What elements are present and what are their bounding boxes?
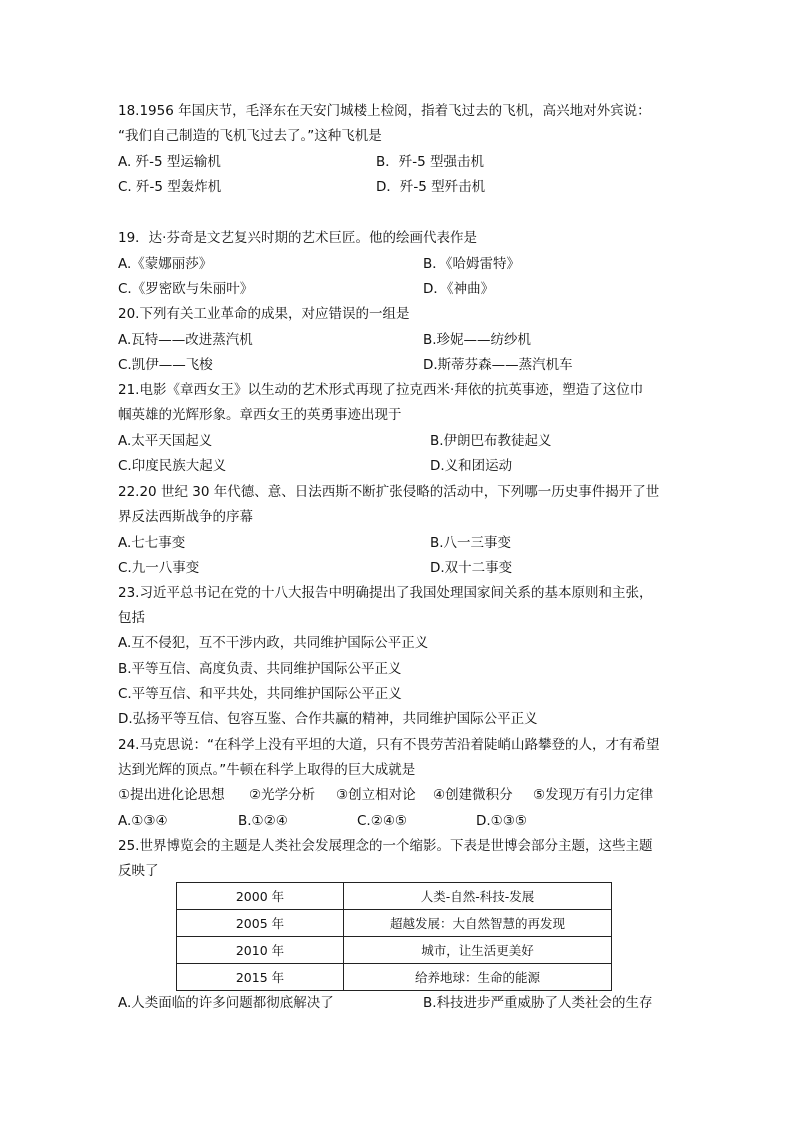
table-cell-theme: 城市，让生活更美好 <box>344 937 612 964</box>
q21-option-d[interactable]: D.义和团运动 <box>430 458 513 474</box>
q21-stem-line2: 帼英雄的光辉形象。章西女王的英勇事迹出现于 <box>118 407 402 423</box>
q23-option-a[interactable]: A.互不侵犯，互不干涉内政，共同维护国际公平正义 <box>118 635 429 651</box>
q24-options-row <box>118 812 678 830</box>
q18-option-c[interactable]: C. 歼-5 型轰炸机 <box>118 179 222 195</box>
q24-item-1: ①提出进化论思想 <box>118 787 225 803</box>
q18-stem-line1: 18.1956 年国庆节，毛泽东在天安门城楼上检阅，指着飞过去的飞机，高兴地对外宾说： <box>118 103 651 119</box>
q24-option-b[interactable]: B.①②④ <box>238 813 288 829</box>
q24-item-2: ②光学分析 <box>249 787 316 803</box>
table-cell-theme: 人类-自然-科技-发展 <box>344 883 612 910</box>
q20-stem-line1: 20.下列有关工业革命的成果，对应错误的一组是 <box>118 306 410 322</box>
q22-option-d[interactable]: D.双十二事变 <box>430 560 513 576</box>
table-row <box>177 937 612 964</box>
q19-option-c[interactable]: C.《罗密欧与朱丽叶》 <box>118 281 254 297</box>
q21-option-c[interactable]: C.印度民族大起义 <box>118 458 227 474</box>
q24-stem-line2: 达到光辉的顶点。”牛顿在科学上取得的巨大成就是 <box>118 762 416 778</box>
q19-options-row2 <box>118 280 678 298</box>
q25-option-b[interactable]: B.科技进步严重威胁了人类社会的生存 <box>423 995 653 1011</box>
expo-theme-table <box>176 882 612 991</box>
q23-stem-line1: 23.习近平总书记在党的十八大报告中明确提出了我国处理国家间关系的基本原则和主张， <box>118 585 653 601</box>
q20-option-a[interactable]: A.瓦特——改进蒸汽机 <box>118 332 253 348</box>
q22-options-row2 <box>118 559 678 577</box>
table-cell-year: 2005 年 <box>177 910 344 937</box>
q22-stem-line2: 界反法西斯战争的序幕 <box>118 509 253 525</box>
q24-item-3: ③创立相对论 <box>336 787 416 803</box>
q25-stem-line2: 反映了 <box>118 863 159 879</box>
q20-option-c[interactable]: C.凯伊——飞梭 <box>118 357 213 373</box>
table-row <box>177 910 612 937</box>
table-cell-year: 2000 年 <box>177 883 344 910</box>
q24-items-row <box>118 786 678 804</box>
q23-stem-line2: 包括 <box>118 610 145 626</box>
q25-stem-line1: 25.世界博览会的主题是人类社会发展理念的一个缩影。下表是世博会部分主题，这些主题 <box>118 838 653 854</box>
table-row <box>177 964 612 991</box>
q22-option-c[interactable]: C.九一八事变 <box>118 560 200 576</box>
q19-stem-line1: 19．达·芬奇是文艺复兴时期的艺术巨匠。他的绘画代表作是 <box>118 230 477 246</box>
q21-option-b[interactable]: B.伊朗巴布教徒起义 <box>430 433 552 449</box>
q25-options-row1 <box>118 994 678 1012</box>
q22-option-a[interactable]: A.七七事变 <box>118 535 186 551</box>
q23-option-d[interactable]: D.弘扬平等互信、包容互鉴、合作共赢的精神，共同维护国际公平正义 <box>118 711 538 727</box>
q23-option-b[interactable]: B.平等互信、高度负责、共同维护国际公平正义 <box>118 661 402 677</box>
q24-option-d[interactable]: D.①③⑤ <box>476 813 527 829</box>
q20-option-d[interactable]: D.斯蒂芬森——蒸汽机车 <box>423 357 573 373</box>
table-cell-year: 2015 年 <box>177 964 344 991</box>
q23-option-c[interactable]: C.平等互信、和平共处，共同维护国际公平正义 <box>118 686 402 702</box>
table-cell-theme: 给养地球：生命的能源 <box>344 964 612 991</box>
q18-option-d[interactable]: D．歼-5 型歼击机 <box>376 179 486 195</box>
q24-option-a[interactable]: A.①③④ <box>118 813 168 829</box>
q24-item-4: ④创建微积分 <box>433 787 513 803</box>
q24-item-5: ⑤发现万有引力定律 <box>533 787 654 803</box>
q21-options-row1 <box>118 432 678 450</box>
q20-options-row2 <box>118 356 678 374</box>
q22-options-row1 <box>118 534 678 552</box>
q21-options-row2 <box>118 457 678 475</box>
q22-option-b[interactable]: B.八一三事变 <box>430 535 512 551</box>
table-cell-theme: 超越发展：大自然智慧的再发现 <box>344 910 612 937</box>
q21-stem-line1: 21.电影《章西女王》以生动的艺术形式再现了拉克西米·拜依的抗英事迹，塑造了这位巾 <box>118 382 644 398</box>
q25-option-a[interactable]: A.人类面临的许多问题都彻底解决了 <box>118 995 334 1011</box>
q20-option-b[interactable]: B.珍妮——纺纱机 <box>423 332 532 348</box>
q18-options-row1 <box>118 153 678 171</box>
q18-option-b[interactable]: B．歼-5 型强击机 <box>376 154 485 170</box>
table-row <box>177 883 612 910</box>
q18-stem-line2: “我们自己制造的飞机飞过去了。”这种飞机是 <box>118 128 382 144</box>
q22-stem-line1: 22.20 世纪 30 年代德、意、日法西斯不断扩张侵略的活动中，下列哪一历史事件揭开了世 <box>118 484 660 500</box>
q19-option-b[interactable]: B．《哈姆雷特》 <box>423 256 521 272</box>
q24-stem-line1: 24.马克思说：“在科学上没有平坦的大道，只有不畏劳苦沿着陡峭山路攀登的人，才有希望 <box>118 737 660 753</box>
q19-option-a[interactable]: A.《蒙娜丽莎》 <box>118 256 213 272</box>
q21-option-a[interactable]: A.太平天国起义 <box>118 433 213 449</box>
q18-option-a[interactable]: A. 歼-5 型运输机 <box>118 154 221 170</box>
q19-option-d[interactable]: D．《神曲》 <box>423 281 495 297</box>
table-cell-year: 2010 年 <box>177 937 344 964</box>
q19-options-row1 <box>118 255 678 273</box>
q18-options-row2 <box>118 178 678 196</box>
q24-option-c[interactable]: C.②④⑤ <box>357 813 408 829</box>
q20-options-row1 <box>118 331 678 349</box>
